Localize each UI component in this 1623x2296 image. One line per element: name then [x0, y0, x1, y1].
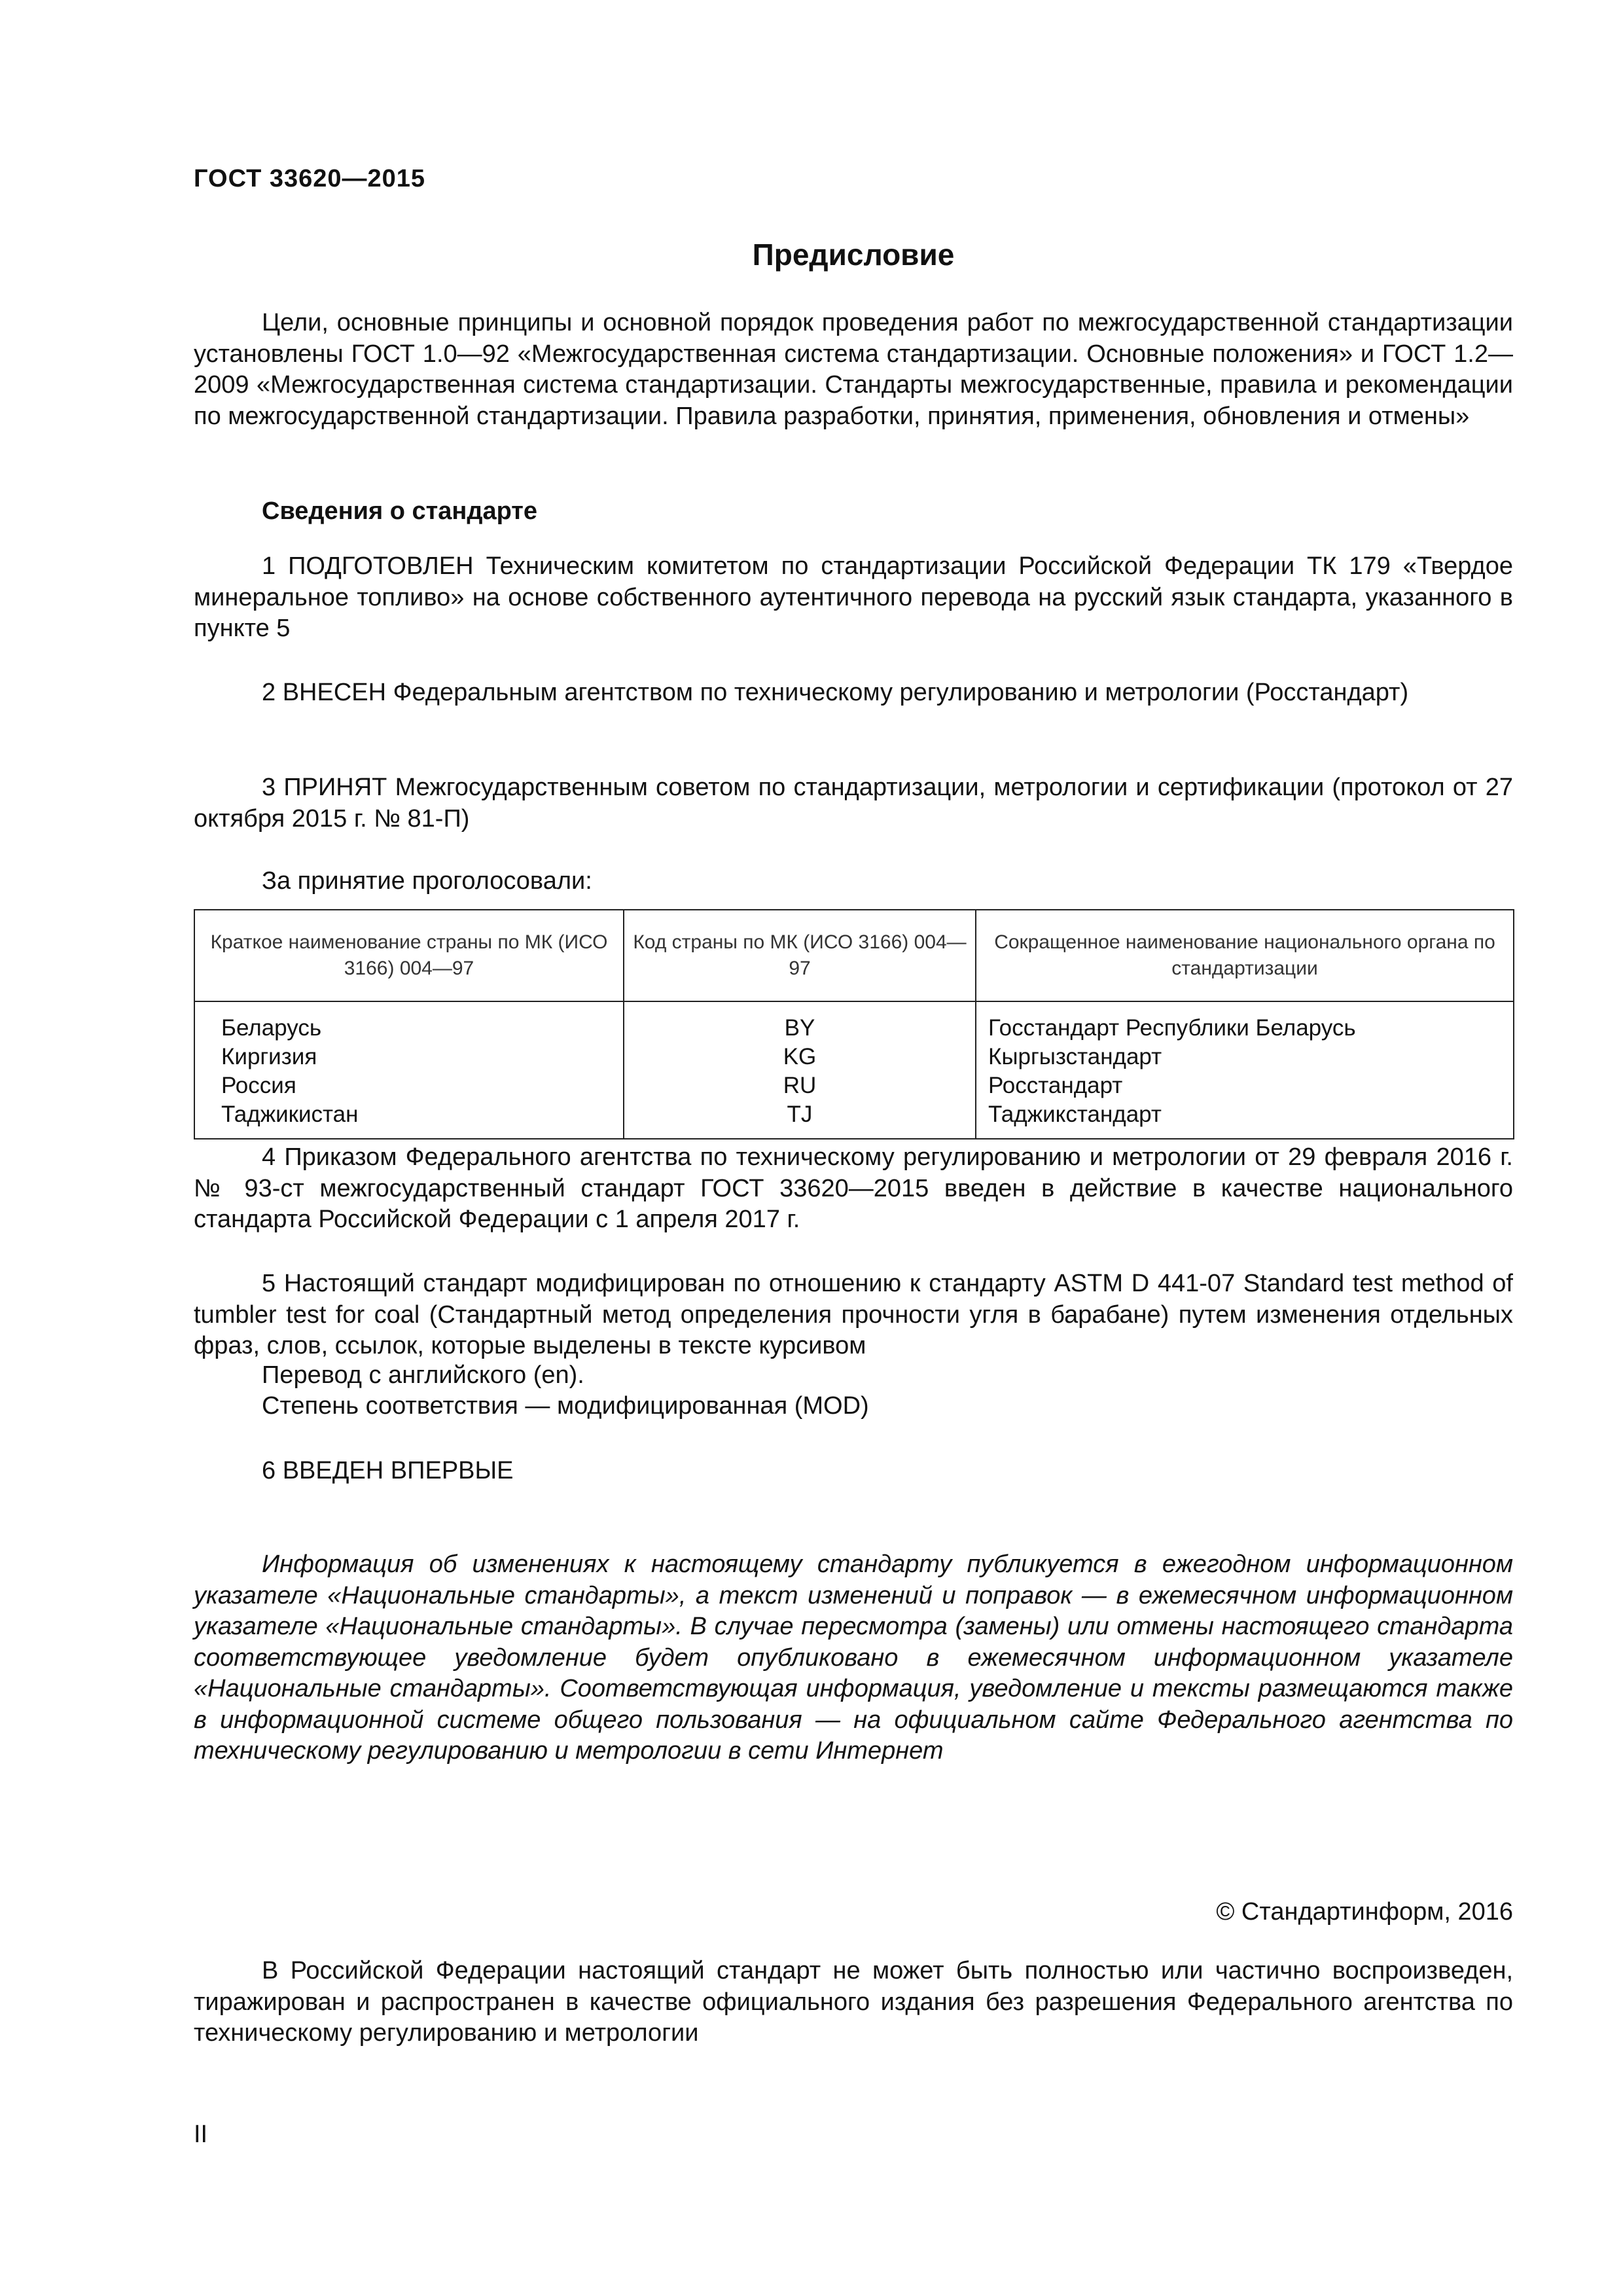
- item-3-paragraph: 3 ПРИНЯТ Межгосударственным советом по стандартизации, метрологии и сертификации (протокол от 27 октября 2015 г. № 81-П): [194, 774, 1513, 833]
- notice-paragraph: Информация об изменениях к настоящему стандарту публикуется в ежегодном информационном указателе «Национальные стандарты», а текст изменений и поправок — в ежемесячном информационном указателе «Национальные стандарты». В случае пересмотра (замены) или отмены настоящего стандарта соответствующее уведомление будет опубликовано в ежемесячном информационном указателе «Национальные стандарты». Соответствующая информация, уведомление и тексты размещаются также в информационной системе общего пользования — на официальном сайте Федерального агентства по техническому регулированию и метрологии в сети Интернет: [194, 1551, 1513, 1765]
- table-header-authority: Сокращенное наименование национального органа по стандартизации: [976, 910, 1514, 1001]
- table-cell-country: Россия: [194, 1071, 624, 1100]
- table-cell-authority: Таджикстандарт: [976, 1100, 1514, 1139]
- translation-line: Перевод с английского (en).: [262, 1361, 584, 1389]
- table-cell-code: KG: [624, 1043, 976, 1071]
- table-cell-code: BY: [624, 1001, 976, 1043]
- item-4-paragraph: 4 Приказом Федерального агентства по техническому регулированию и метрологии от 29 февраля 2016 г. № 93-ст межгосударственный стандарт ГОСТ 33620—2015 введен в действие в качестве национального стандарта Российской Федерации с 1 апреля 2017 г.: [194, 1143, 1513, 1233]
- item-1-paragraph: 1 ПОДГОТОВЛЕН Техническим комитетом по стандартизации Российской Федерации ТК 179 «Твердое минеральное топливо» на основе собственного аутентичного перевода на русский язык стандарта, указанного в пункте 5: [194, 552, 1513, 642]
- table-cell-country: Киргизия: [194, 1043, 624, 1071]
- copyright-line: © Стандартинформ, 2016: [1216, 1898, 1513, 1926]
- voting-table: [194, 909, 1514, 1139]
- table-cell-authority: Кыргызстандарт: [976, 1043, 1514, 1071]
- vote-label: За принятие проголосовали:: [262, 867, 592, 895]
- section-title: Сведения о стандарте: [262, 497, 538, 525]
- page-number: II: [194, 2121, 208, 2148]
- table-cell-authority: Росстандарт: [976, 1071, 1514, 1100]
- table-cell-code: RU: [624, 1071, 976, 1100]
- item-6-line: 6 ВВЕДЕН ВПЕРВЫЕ: [262, 1457, 514, 1484]
- table-header-country: Краткое наименование страны по МК (ИСО 3166) 004—97: [194, 910, 624, 1001]
- conformity-line: Степень соответствия — модифицированная (MOD): [262, 1392, 869, 1420]
- restriction-paragraph: В Российской Федерации настоящий стандарт не может быть полностью или частично воспроизведен, тиражирован и распространен в качестве официального издания без разрешения Федерального агентства по техническому регулированию и метрологии: [194, 1957, 1513, 2047]
- table-cell-code: TJ: [624, 1100, 976, 1139]
- table-cell-country: Таджикистан: [194, 1100, 624, 1139]
- table-header-row: [194, 910, 1514, 1001]
- table-row: [194, 1043, 1514, 1071]
- table-row: [194, 1071, 1514, 1100]
- table-header-code: Код страны по МК (ИСО 3166) 004—97: [624, 910, 976, 1001]
- intro-paragraph: Цели, основные принципы и основной порядок проведения работ по межгосударственной стандартизации установлены ГОСТ 1.0—92 «Межгосударственная система стандартизации. Основные положения» и ГОСТ 1.2—2009 «Межгосударственная система стандартизации. Стандарты межгосударственные, правила и рекомендации по межгосударственной стандартизации. Правила разработки, принятия, применения, обновления и отмены»: [194, 309, 1513, 430]
- table-row: [194, 1001, 1514, 1043]
- item-2-paragraph: 2 ВНЕСЕН Федеральным агентством по техническому регулированию и метрологии (Росстандарт): [262, 679, 1409, 706]
- document-code: ГОСТ 33620—2015: [194, 165, 426, 192]
- item-5-paragraph: 5 Настоящий стандарт модифицирован по отношению к стандарту ASTM D 441-07 Standard test method of tumbler test for coal (Стандартный метод определения прочности угля в барабане) путем изменения отдельных фраз, слов, ссылок, которые выделены в тексте курсивом: [194, 1270, 1513, 1359]
- table-cell-country: Беларусь: [194, 1001, 624, 1043]
- page-title: Предисловие: [752, 238, 955, 272]
- table-cell-authority: Госстандарт Республики Беларусь: [976, 1001, 1514, 1043]
- table-row: [194, 1100, 1514, 1139]
- document-page: [194, 0, 1513, 2296]
